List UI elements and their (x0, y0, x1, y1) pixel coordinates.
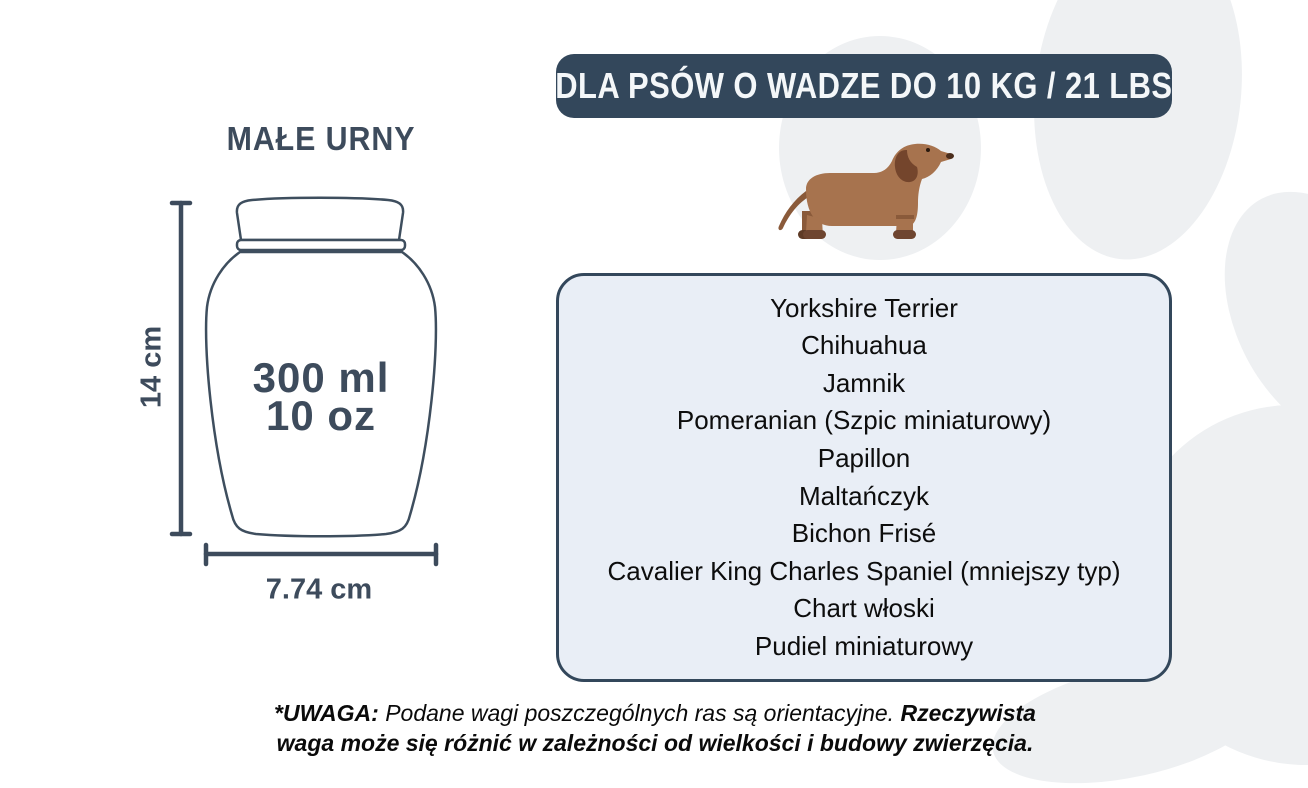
footnote-body: Podane wagi poszczególnych ras są orientacyjne. (378, 700, 901, 726)
footnote (170, 698, 1140, 758)
dachshund-icon (776, 141, 954, 245)
footnote-emphasis: waga może się różnić w zależności od wielkości i budowy zwierzęcia. (276, 730, 1034, 756)
weight-range-label: DLA PSÓW O WADZE DO 10 KG / 21 LBS (555, 65, 1173, 106)
breed-list-item: Jamnik (822, 367, 906, 398)
breed-list-item: Pudiel miniaturowy (754, 630, 974, 661)
breed-list-box (556, 273, 1172, 682)
breed-list-item: Cavalier King Charles Spaniel (mniejszy typ) (607, 555, 1121, 586)
urn-volume-ml: 300 ml (252, 354, 390, 401)
dog-leg-band (896, 215, 914, 219)
breed-list-item: Bichon Frisé (791, 518, 937, 549)
breed-list-item: Pomeranian (Szpic miniaturowy) (676, 405, 1052, 436)
footnote-emphasis: Rzeczywista (900, 700, 1036, 726)
dog-rear-paw (803, 230, 826, 239)
breed-list-item: Chart włoski (793, 593, 935, 624)
breed-list-item: Maltańczyk (798, 480, 930, 511)
urn-lid-outline (237, 198, 403, 240)
page-title: MAŁE URNY (226, 120, 416, 157)
urn-width-value: 7.74 cm (265, 573, 373, 606)
urn-volume-oz: 10 oz (265, 392, 377, 439)
weight-range-banner (556, 54, 1172, 118)
dog-nose (946, 153, 954, 159)
breed-list-item: Yorkshire Terrier (770, 292, 958, 323)
dog-front-paw (893, 230, 916, 239)
urn-rim-outline (237, 240, 405, 250)
breed-list-item: Papillon (817, 442, 911, 473)
paw-toe-shape (1018, 0, 1258, 270)
dog-body (806, 144, 953, 226)
footnote-prefix: *UWAGA: (274, 700, 379, 726)
breed-list-item: Chihuahua (801, 330, 927, 361)
dog-eye (926, 148, 930, 152)
urn-height-value: 14 cm (135, 325, 168, 409)
